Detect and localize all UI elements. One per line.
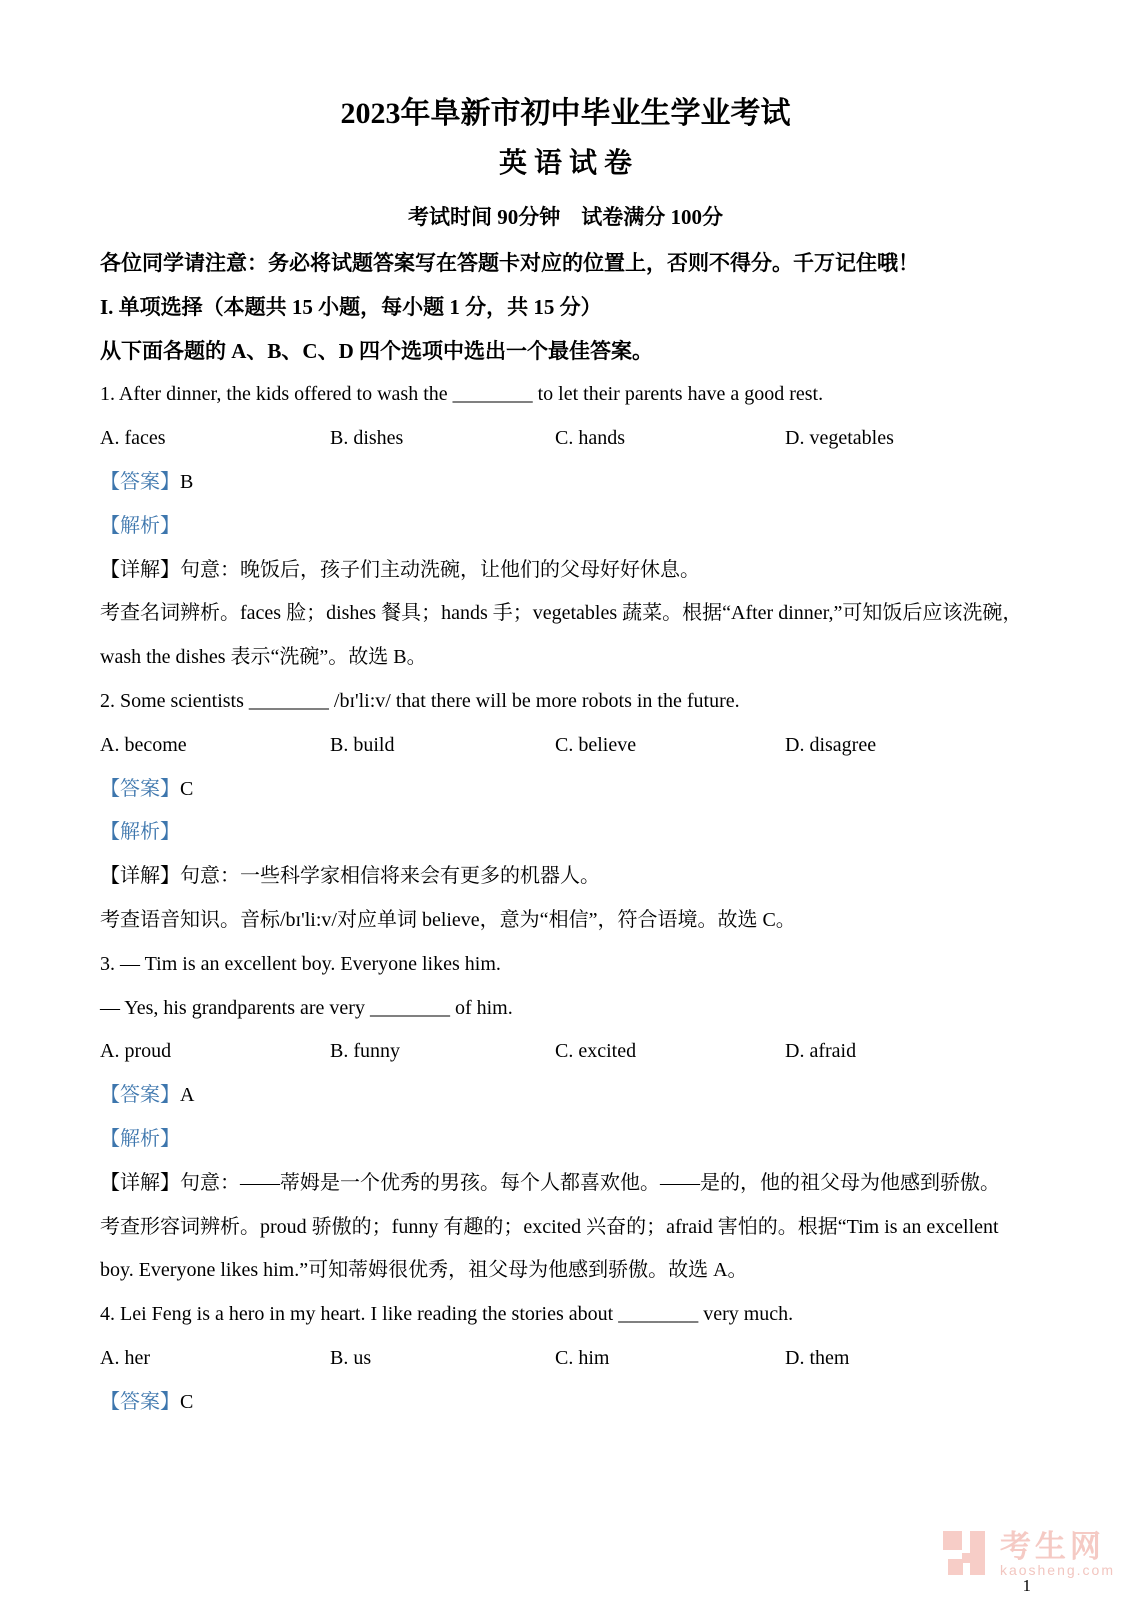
question-3-options (100, 1030, 1031, 1074)
question-4-answer-line (100, 1381, 1031, 1425)
question-3-detail-line: boy. Everyone likes him.”可知蒂姆很优秀，祖父母为他感到骄傲。故选 A。 (100, 1259, 748, 1282)
analysis-label: 【解析】 (100, 1127, 180, 1150)
question-2-detail-line: 考查语音知识。音标/bɪ'li:v/对应单词 believe，意为“相信”，符合语境。故选 C。 (100, 908, 796, 931)
question-1-stem: 1. After dinner, the kids offered to wash the ________ to let their parents have a good rest. (100, 383, 824, 406)
section-instruction: 从下面各题的 A、B、C、D 四个选项中选出一个最佳答案。 (100, 338, 654, 363)
answer-value: A (180, 1084, 195, 1107)
question-1-answer-line (100, 461, 1031, 505)
option-d: D. vegetables (785, 427, 894, 450)
question-3-stem: — Yes, his grandparents are very ________ of him. (100, 996, 513, 1019)
question-1-options (100, 417, 1031, 461)
answer-value: C (180, 777, 194, 800)
exam-title: 2023年阜新市初中毕业生学业考试 (340, 97, 791, 130)
option-a: A. her (100, 1346, 150, 1369)
option-d: D. afraid (785, 1040, 857, 1063)
option-c: C. him (555, 1346, 610, 1369)
question-4-stem: 4. Lei Feng is a hero in my heart. I like reading the stories about ________ very much. (100, 1303, 794, 1326)
option-b: B. funny (330, 1040, 400, 1063)
option-b: B. dishes (330, 427, 404, 450)
option-d: D. them (785, 1346, 850, 1369)
answer-label: 【答案】 (100, 1390, 180, 1413)
option-b: B. build (330, 733, 395, 756)
question-3-analysis-line (100, 1118, 1031, 1162)
watermark-name: 考生网 (999, 1529, 1105, 1564)
analysis-label: 【解析】 (100, 821, 180, 844)
kaosheng-logo-icon (943, 1531, 991, 1577)
notice: 各位同学请注意：务必将试题答案写在答题卡对应的位置上，否则不得分。千万记住哦！ (100, 251, 919, 275)
option-b: B. us (330, 1346, 372, 1369)
exam-info: 考试时间 90分钟 试卷满分 100分 (408, 205, 723, 229)
question-2-stem: 2. Some scientists ________ /bɪ'li:v/ that there will be more robots in the future. (100, 689, 740, 712)
answer-label: 【答案】 (100, 470, 180, 493)
option-d: D. disagree (785, 733, 877, 756)
watermark (943, 1531, 1115, 1578)
question-3-detail-line: 考查形容词辨析。proud 骄傲的；funny 有趣的；excited 兴奋的；afraid 害怕的。根据“Tim is an excellent (100, 1215, 999, 1238)
analysis-label: 【解析】 (100, 514, 180, 537)
option-a: A. faces (100, 427, 166, 450)
question-2-analysis-line (100, 811, 1031, 855)
watermark-domain: kaosheng.com (999, 1562, 1115, 1578)
question-2-options (100, 724, 1031, 768)
question-3-detail-line: 【详解】句意：——蒂姆是一个优秀的男孩。每个人都喜欢他。——是的，他的祖父母为他感到骄傲。 (100, 1171, 1000, 1194)
option-c: C. believe (555, 733, 637, 756)
watermark-text (1000, 1531, 1115, 1578)
answer-label: 【答案】 (100, 1084, 180, 1107)
question-2-answer-line (100, 768, 1031, 812)
option-c: C. hands (555, 427, 625, 450)
question-4-options (100, 1337, 1031, 1381)
question-3-stem: 3. — Tim is an excellent boy. Everyone likes him. (100, 952, 501, 975)
question-1-detail-line: wash the dishes 表示“洗碗”。故选 B。 (100, 646, 427, 669)
section-heading: I. 单项选择（本题共 15 小题，每小题 1 分，共 15 分） (100, 294, 602, 319)
option-a: A. proud (100, 1040, 172, 1063)
option-a: A. become (100, 733, 187, 756)
document-content (100, 0, 1031, 1425)
question-1-detail-line: 【详解】句意：晚饭后，孩子们主动洗碗，让他们的父母好好休息。 (100, 558, 700, 581)
question-2-detail-line: 【详解】句意：一些科学家相信将来会有更多的机器人。 (100, 865, 600, 888)
exam-subtitle: 英 语 试 卷 (498, 148, 632, 179)
question-3-answer-line (100, 1074, 1031, 1118)
page-number: 1 (1022, 1576, 1031, 1595)
question-1-analysis-line (100, 505, 1031, 549)
answer-value: C (180, 1390, 194, 1413)
answer-label: 【答案】 (100, 777, 180, 800)
answer-value: B (180, 470, 194, 493)
option-c: C. excited (555, 1040, 637, 1063)
question-1-detail-line: 考查名词辨析。faces 脸；dishes 餐具；hands 手；vegetables 蔬菜。根据“After dinner,”可知饭后应该洗碗， (100, 602, 1023, 625)
